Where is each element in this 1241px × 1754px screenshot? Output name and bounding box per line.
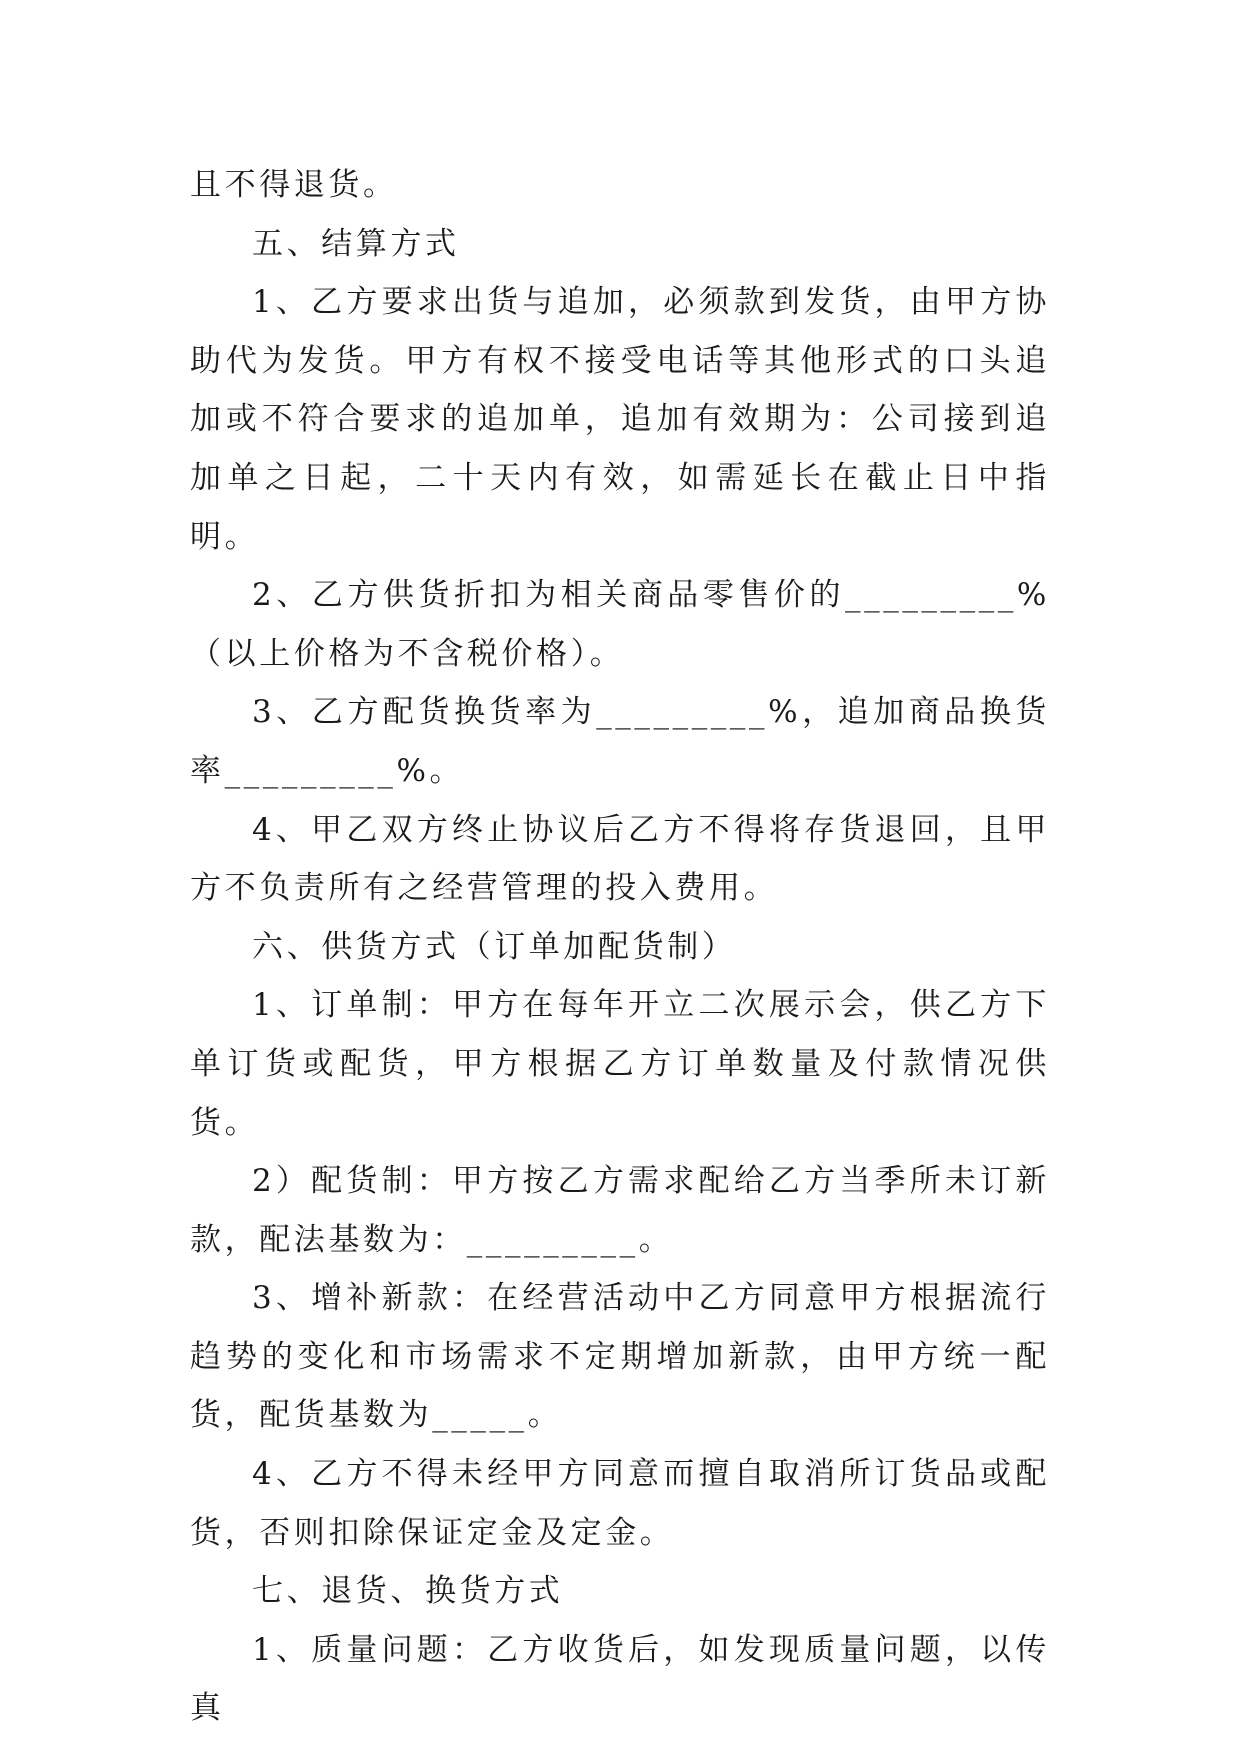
section-heading-returns: 七、退货、换货方式 (252, 1573, 564, 1610)
section-heading-supply: 六、供货方式（订单加配货制） (252, 928, 737, 965)
paragraph-settlement-1: 1、乙方要求出货与追加，必须款到发货，由甲方协助代为发货。甲方有权不接受电话等其他形式的口头追加或不符合要求的追加单，追加有效期为：公司接到追加单之日起，二十天内有效，如需延长在截止日中指明。 (190, 284, 1050, 555)
paragraph-settlement-3: 3、乙方配货换货率为_________%，追加商品换货率_________%。 (190, 694, 1050, 789)
paragraph-settlement-4: 4、甲乙双方终止协议后乙方不得将存货退回，且甲方不负责所有之经营管理的投入费用。 (190, 811, 1050, 907)
document-body (190, 156, 1050, 1738)
paragraph-supply-1: 1、订单制：甲方在每年开立二次展示会，供乙方下单订货或配货，甲方根据乙方订单数量及付款情况供货。 (190, 987, 1050, 1141)
paragraph-continuation: 且不得退货。 (190, 167, 398, 203)
paragraph-returns-1: 1、质量问题：乙方收货后，如发现质量问题，以传真 (190, 1631, 1050, 1727)
paragraph-settlement-2: 2、乙方供货折扣为相关商品零售价的_________%（以上价格为不含税价格）。 (190, 577, 1050, 672)
paragraph-supply-3: 3、增补新款：在经营活动中乙方同意甲方根据流行趋势的变化和市场需求不定期增加新款，由甲方统一配货，配货基数为_____。 (190, 1280, 1050, 1434)
paragraph-supply-4: 4、乙方不得未经甲方同意而擅自取消所订货品或配货，否则扣除保证定金及定金。 (190, 1456, 1050, 1551)
paragraph-supply-2: 2）配货制：甲方按乙方需求配给乙方当季所未订新款，配法基数为：_________。 (190, 1163, 1050, 1258)
section-heading-settlement: 五、结算方式 (252, 225, 460, 262)
